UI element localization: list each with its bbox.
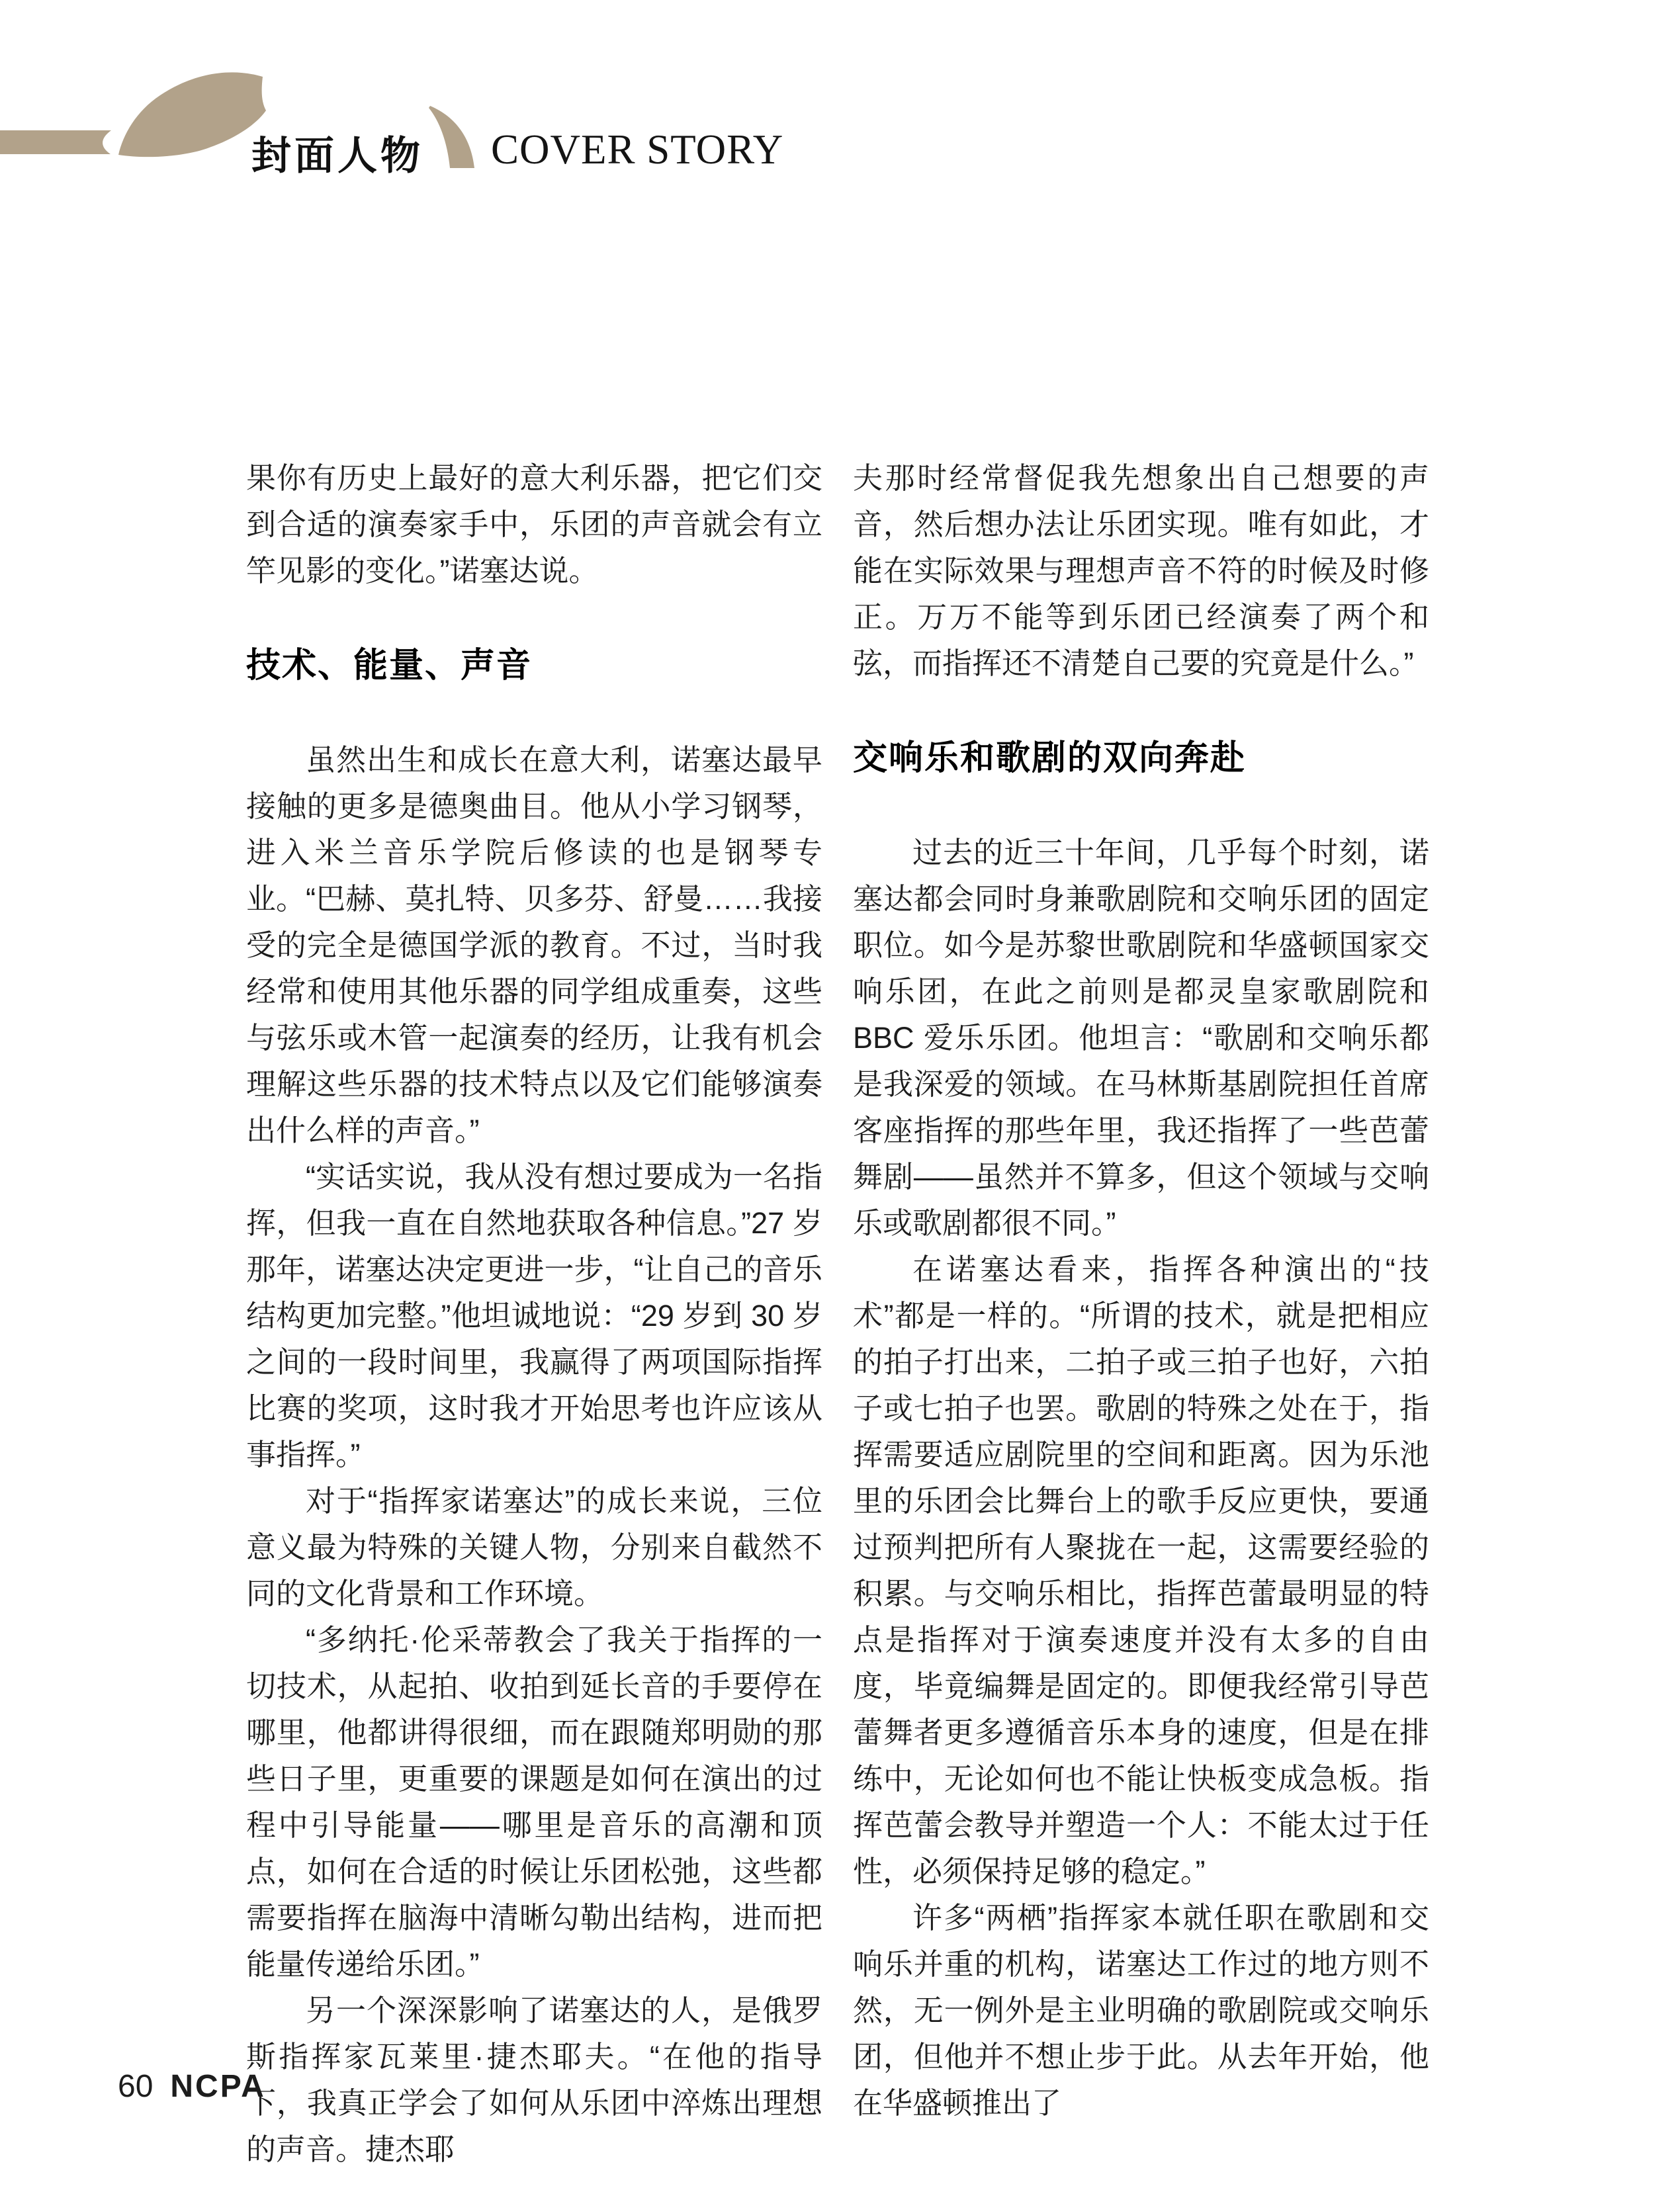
paragraph-continued: 果你有历史上最好的意大利乐器，把它们交到合适的演奏家手中，乐团的声音就会有立竿见影的变化。”诺塞达说。 [246,461,822,588]
page-footer [118,2068,266,2105]
paragraph: 在诺塞达看来，指挥各种演出的“技术”都是一样的。“所谓的技术，就是把相应的拍子打出来，二拍子或三拍子也好，六拍子或七拍子也罢。歌剧的特殊之处在于，指挥需要适应剧院里的空间和距离。因为乐池里的乐团会比舞台上的歌手反应更快，要通过预判把所有人聚拢在一起，这需要经验的积累。与交响乐相比，指挥芭蕾最明显的特点是指挥对于演奏速度并没有太多的自由度，毕竟编舞是固定的。即便我经常引导芭蕾舞者更多遵循音乐本身的速度，但是在排练中，无论如何也不能让快板变成急板。指挥芭蕾会教导并塑造一个人：不能太过于任性，必须保持足够的稳定。” [853,1252,1429,1888]
journal-name: NCPA [170,2069,266,2104]
section-title-en: COVER STORY [491,126,784,173]
article-body [246,455,1429,2173]
swoosh-icon [429,106,474,168]
paragraph-continued: 夫那时经常督促我先想象出自己想要的声音，然后想办法让乐团实现。唯有如此，才能在实际效果与理想声音不符的时候及时修正。万万不能等到乐团已经演奏了两个和弦，而指挥还不清楚自己要的究竟是什么。” [853,461,1429,680]
section-heading-technique-energy-sound: 技术、能量、声音 [246,646,533,685]
header-bar [0,130,111,154]
leaf-icon [118,72,266,157]
paragraph: “实话实说，我从没有想过要成为一名指挥，但我一直在自然地获取各种信息。”27 岁那年，诺塞达决定更进一步，“让自己的音乐结构更加完整。”他坦诚地说：“29 岁到 30 岁之间的一段时间里，我赢得了两项国际指挥比赛的奖项，这时我才开始思考也许应该从事指挥。” [246,1160,822,1471]
right-column [853,455,1429,2173]
left-column [246,455,822,2173]
paragraph: 对于“指挥家诺塞达”的成长来说，三位意义最为特殊的关键人物，分别来自截然不同的文化背景和工作环境。 [246,1484,822,1610]
section-heading-symphony-opera: 交响乐和歌剧的双向奔赴 [853,739,1247,777]
paragraph: “多纳托·伦采蒂教会了我关于指挥的一切技术，从起拍、收拍到延长音的手要停在哪里，他都讲得很细，而在跟随郑明勋的那些日子里，更重要的课题是如何在演出的过程中引导能量——哪里是音乐的高潮和顶点，如何在合适的时候让乐团松弛，这些都需要指挥在脑海中清晰勾勒出结构，进而把能量传递给乐团。” [246,1623,822,1981]
paragraph: 虽然出生和成长在意大利，诺塞达最早接触的更多是德奥曲目。他从小学习钢琴，进入米兰音乐学院后修读的也是钢琴专业。“巴赫、莫扎特、贝多芬、舒曼……我接受的完全是德国学派的教育。不过，当时我经常和使用其他乐器的同学组成重奏，这些与弦乐或木管一起演奏的经历，让我有机会理解这些乐器的技术特点以及它们能够演奏出什么样的声音。” [246,743,822,1147]
paragraph: 过去的近三十年间，几乎每个时刻，诺塞达都会同时身兼歌剧院和交响乐团的固定职位。如今是苏黎世歌剧院和华盛顿国家交响乐团，在此之前则是都灵皇家歌剧院和 BBC 爱乐乐团。他坦言：“歌剧和交响乐都是我深爱的领域。在马林斯基剧院担任首席客座指挥的那些年里，我还指挥了一些芭蕾舞剧——虽然并不算多，但这个领域与交响乐或歌剧都很不同。” [853,836,1429,1240]
paragraph: 许多“两栖”指挥家本就任职在歌剧和交响乐并重的机构，诺塞达工作过的地方则不然，无一例外是主业明确的歌剧院或交响乐团，但他并不想止步于此。从去年开始，他在华盛顿推出了 [853,1901,1429,2120]
paragraph: 另一个深深影响了诺塞达的人，是俄罗斯指挥家瓦莱里·捷杰耶夫。“在他的指导下，我真正学会了如何从乐团中淬炼出理想的声音。捷杰耶 [246,1993,822,2166]
page-number: 60 [118,2069,154,2104]
section-title-zh: 封面人物 [251,134,423,178]
